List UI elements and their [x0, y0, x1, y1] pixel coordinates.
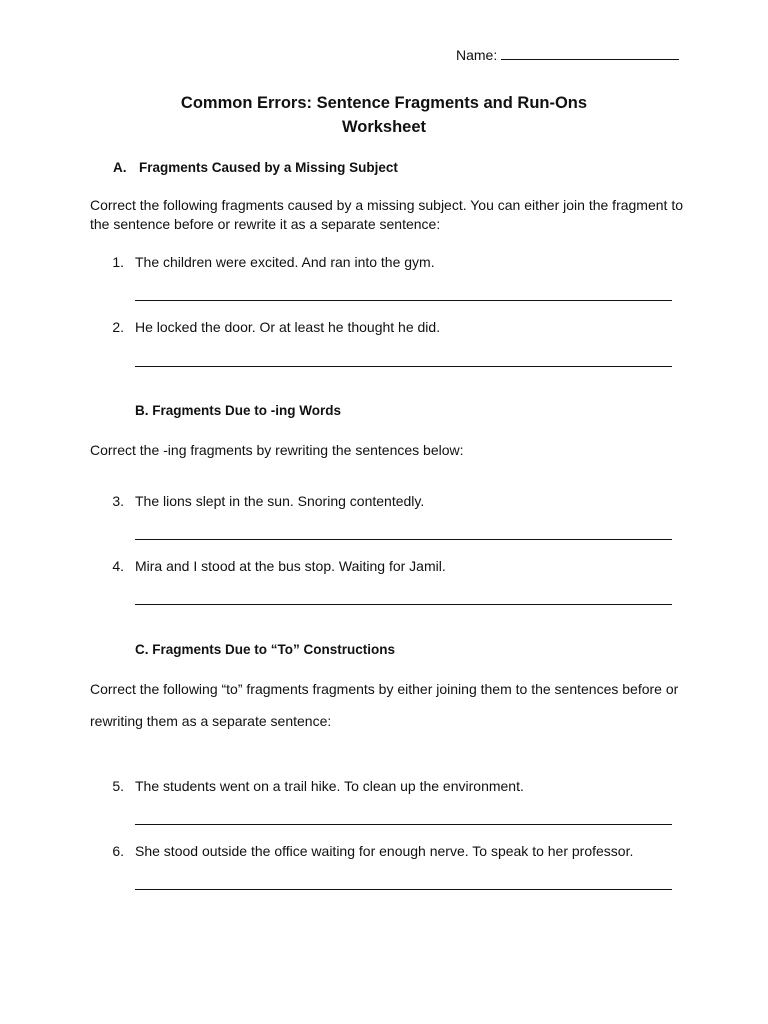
- section-a-title: Fragments Caused by a Missing Subject: [139, 160, 398, 175]
- question-1-answer-line[interactable]: [135, 300, 672, 301]
- question-2-answer-line[interactable]: [135, 366, 672, 367]
- question-4-text: Mira and I stood at the bus stop. Waiting for Jamil.: [135, 558, 446, 574]
- question-4-number: 4.: [112, 558, 124, 574]
- section-a-instructions: Correct the following fragments caused by a missing subject. You can either join the fragment to the sentence before or rewrite it as a separate sentence:: [90, 197, 683, 232]
- question-1-text: The children were excited. And ran into the gym.: [135, 254, 435, 270]
- page-title-line2: Worksheet: [341, 118, 427, 136]
- name-label: Name:: [456, 47, 498, 63]
- section-a-heading: [113, 160, 398, 175]
- question-2-text: He locked the door. Or at least he thought he did.: [135, 319, 441, 335]
- question-6-answer-line[interactable]: [135, 889, 672, 890]
- question-6-number: 6.: [112, 843, 124, 859]
- question-6-text: She stood outside the office waiting for enough nerve. To speak to her professor.: [135, 843, 634, 859]
- question-5-number: 5.: [112, 778, 124, 794]
- page-title-line1: Common Errors: Sentence Fragments and Run-Ons: [180, 94, 588, 112]
- question-3-number: 3.: [112, 493, 124, 509]
- section-a-letter: A.: [113, 160, 127, 175]
- question-5-answer-line[interactable]: [135, 824, 672, 825]
- question-3-answer-line[interactable]: [135, 539, 672, 540]
- question-5-text: The students went on a trail hike. To clean up the environment.: [135, 778, 524, 794]
- section-c-instructions-line2: rewriting them as a separate sentence:: [90, 713, 332, 729]
- section-b-heading: B. Fragments Due to -ing Words: [135, 403, 342, 418]
- question-4-answer-line[interactable]: [135, 604, 672, 605]
- section-c-instructions-line1: Correct the following “to” fragments fragments by either joining them to the sentences before or: [90, 681, 679, 697]
- name-field-row: [456, 45, 679, 63]
- question-3-text: The lions slept in the sun. Snoring contentedly.: [135, 493, 425, 509]
- question-2-number: 2.: [112, 319, 124, 335]
- question-1-number: 1.: [112, 254, 124, 270]
- section-b-instructions: Correct the -ing fragments by rewriting the sentences below:: [90, 442, 464, 458]
- name-blank-line[interactable]: [501, 45, 679, 60]
- section-c-heading: C. Fragments Due to “To” Constructions: [135, 642, 396, 657]
